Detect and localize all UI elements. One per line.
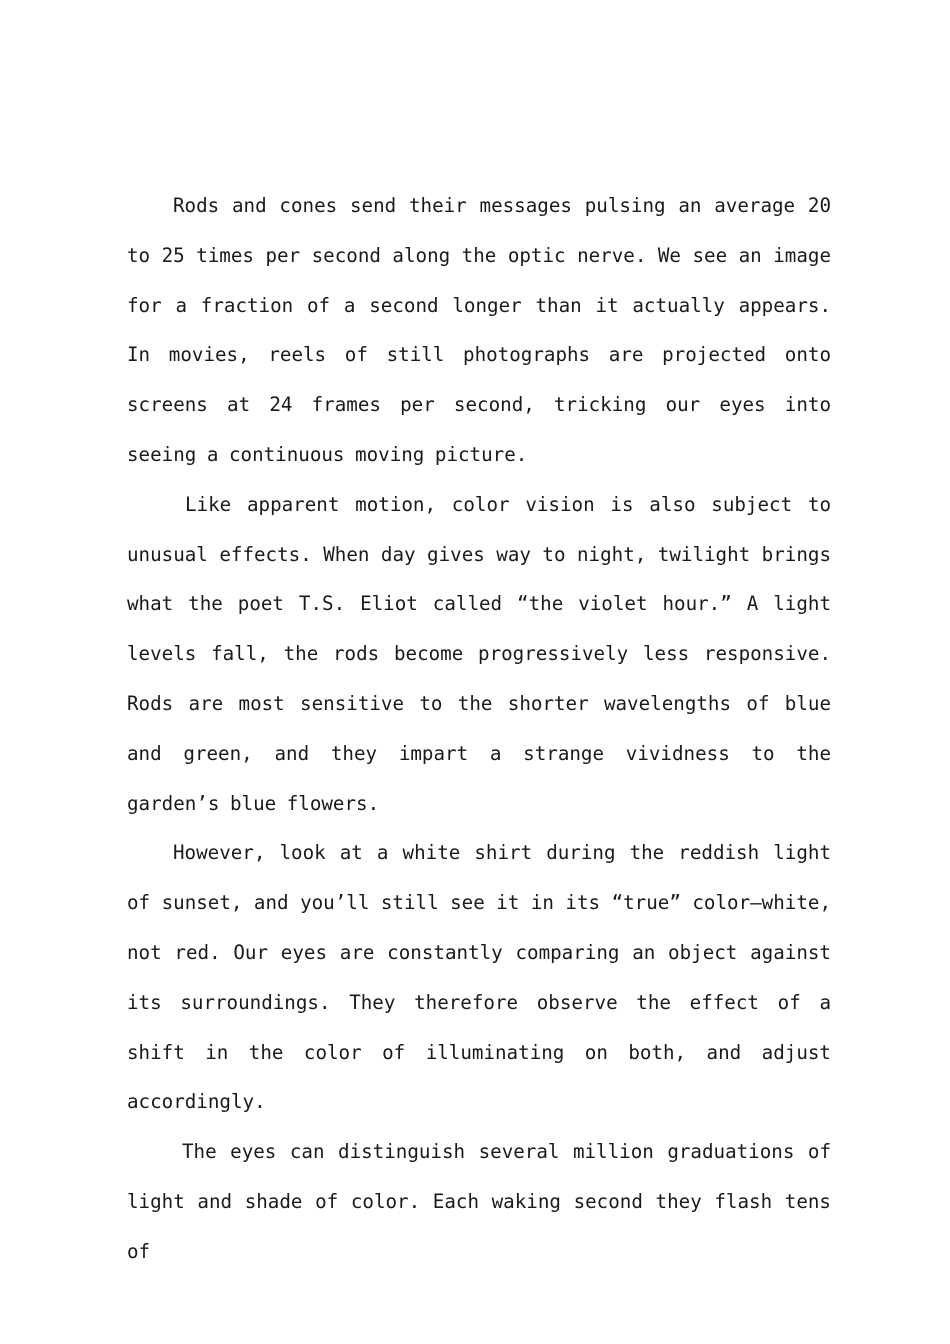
document-page bbox=[127, 181, 831, 1277]
paragraph-3: However, look at a white shirt during the reddish light of sunset, and you’ll still see it in its “true” color—white, not red. Our eyes are constantly comparing an object against its surroundings. They therefore observe the effect of a shift in the color of illuminating on both, and adjust accordingly. bbox=[127, 841, 831, 1114]
paragraph-4: The eyes can distinguish several million graduations of light and shade of color. Each waking second they flash tens of bbox=[127, 1140, 831, 1263]
paragraph-2: Like apparent motion, color vision is also subject to unusual effects. When day gives way to night, twilight brings what the poet T.S. Eliot called “the violet hour.” A light levels fall, the rods become progressively less responsive. Rods are most sensitive to the shorter wavelengths of blue and green, and they impart a strange vividness to the garden’s blue flowers. bbox=[127, 492, 831, 815]
paragraph-1: Rods and cones send their messages pulsing an average 20 to 25 times per second along the optic nerve. We see an image for a fraction of a second longer than it actually appears. In movies, reels of still photographs are projected onto screens at 24 frames per second, tricking our eyes into seeing a continuous moving picture. bbox=[127, 194, 831, 466]
